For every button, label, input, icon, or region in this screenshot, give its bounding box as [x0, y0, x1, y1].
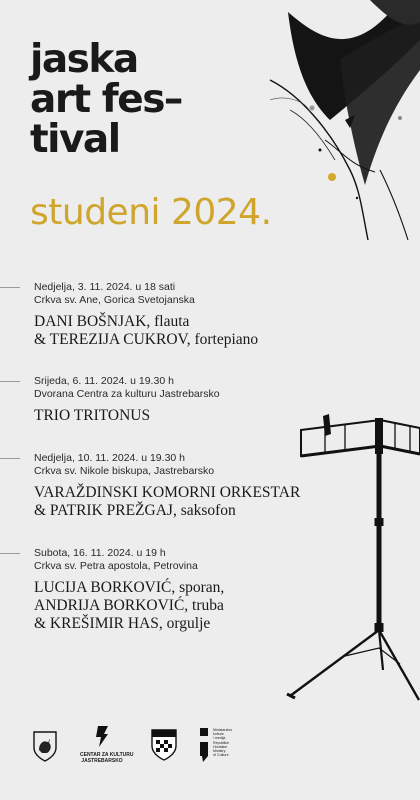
ministry-logo: [198, 726, 248, 766]
performer-line: & PATRIK PREŽGAJ, saksofon: [34, 502, 236, 519]
performer-line: & KREŠIMIR HAS, orgulje: [34, 615, 211, 632]
performer-line: DANI BOŠNJAK, flauta: [34, 313, 190, 330]
ministry-line: i medija: [213, 736, 226, 741]
event-venue: Crkva sv. Nikole biskupa, Jastrebarsko: [34, 465, 215, 477]
performer-line: LUCIJA BORKOVIĆ, sporan,: [34, 579, 225, 596]
event-date: Nedjelja, 3. 11. 2024. u 18 sati: [34, 281, 176, 293]
ministry-line: Ministry: [213, 749, 226, 754]
ministry-line: kulture: [213, 732, 224, 737]
festival-month: studeni 2024.: [30, 192, 272, 233]
title-line-1: jaska: [30, 37, 138, 82]
centar-logo-line-2: JASTREBARSKO: [81, 758, 123, 764]
town-coat-of-arms-icon: [32, 730, 58, 762]
ink-splash-art: [250, 0, 420, 260]
title-line-3: tival: [30, 117, 120, 162]
event-divider: [0, 553, 20, 554]
municipal-shield-icon: [150, 728, 178, 762]
event-venue: Crkva sv. Petra apostola, Petrovina: [34, 560, 198, 572]
event-1: [34, 281, 334, 349]
event-performers: [34, 313, 334, 349]
sponsor-logos: [0, 722, 420, 782]
event-divider: [0, 381, 20, 382]
performer-line: & TEREZIJA CUKROV, fortepiano: [34, 331, 259, 348]
ministry-line: Republike: [213, 740, 229, 745]
centar-logo: [80, 724, 134, 770]
title-line-2: art fes–: [30, 77, 182, 122]
event-venue: Dvorana Centra za kulturu Jastrebarsko: [34, 388, 220, 400]
performer-line: VARAŽDINSKI KOMORNI ORKESTAR: [34, 484, 301, 501]
ministry-logo-text: [213, 728, 232, 757]
event-date: Srijeda, 6. 11. 2024. u 19.30 h: [34, 375, 174, 387]
event-venue: Crkva sv. Ane, Gorica Svetojanska: [34, 294, 195, 306]
ministry-line: of Culture: [213, 753, 229, 758]
performer-line: TRIO TRITONUS: [34, 407, 151, 424]
centar-logo-text: [80, 752, 134, 764]
event-date: Nedjelja, 10. 11. 2024. u 19.30 h: [34, 452, 186, 464]
centar-logo-line-1: CENTAR ZA KULTURU: [80, 752, 134, 758]
performer-line: ANDRIJA BORKOVIĆ, truba: [34, 597, 224, 614]
event-divider: [0, 287, 20, 288]
festival-title: [30, 37, 182, 162]
event-date: Subota, 16. 11. 2024. u 19 h: [34, 547, 166, 559]
centar-logo-icon: [94, 724, 110, 748]
music-stand-icon: [285, 408, 420, 708]
ministry-logo-icon: [198, 726, 210, 764]
event-divider: [0, 458, 20, 459]
ministry-line: Hrvatske: [213, 744, 228, 749]
ministry-line: Ministarstvo: [213, 728, 233, 732]
